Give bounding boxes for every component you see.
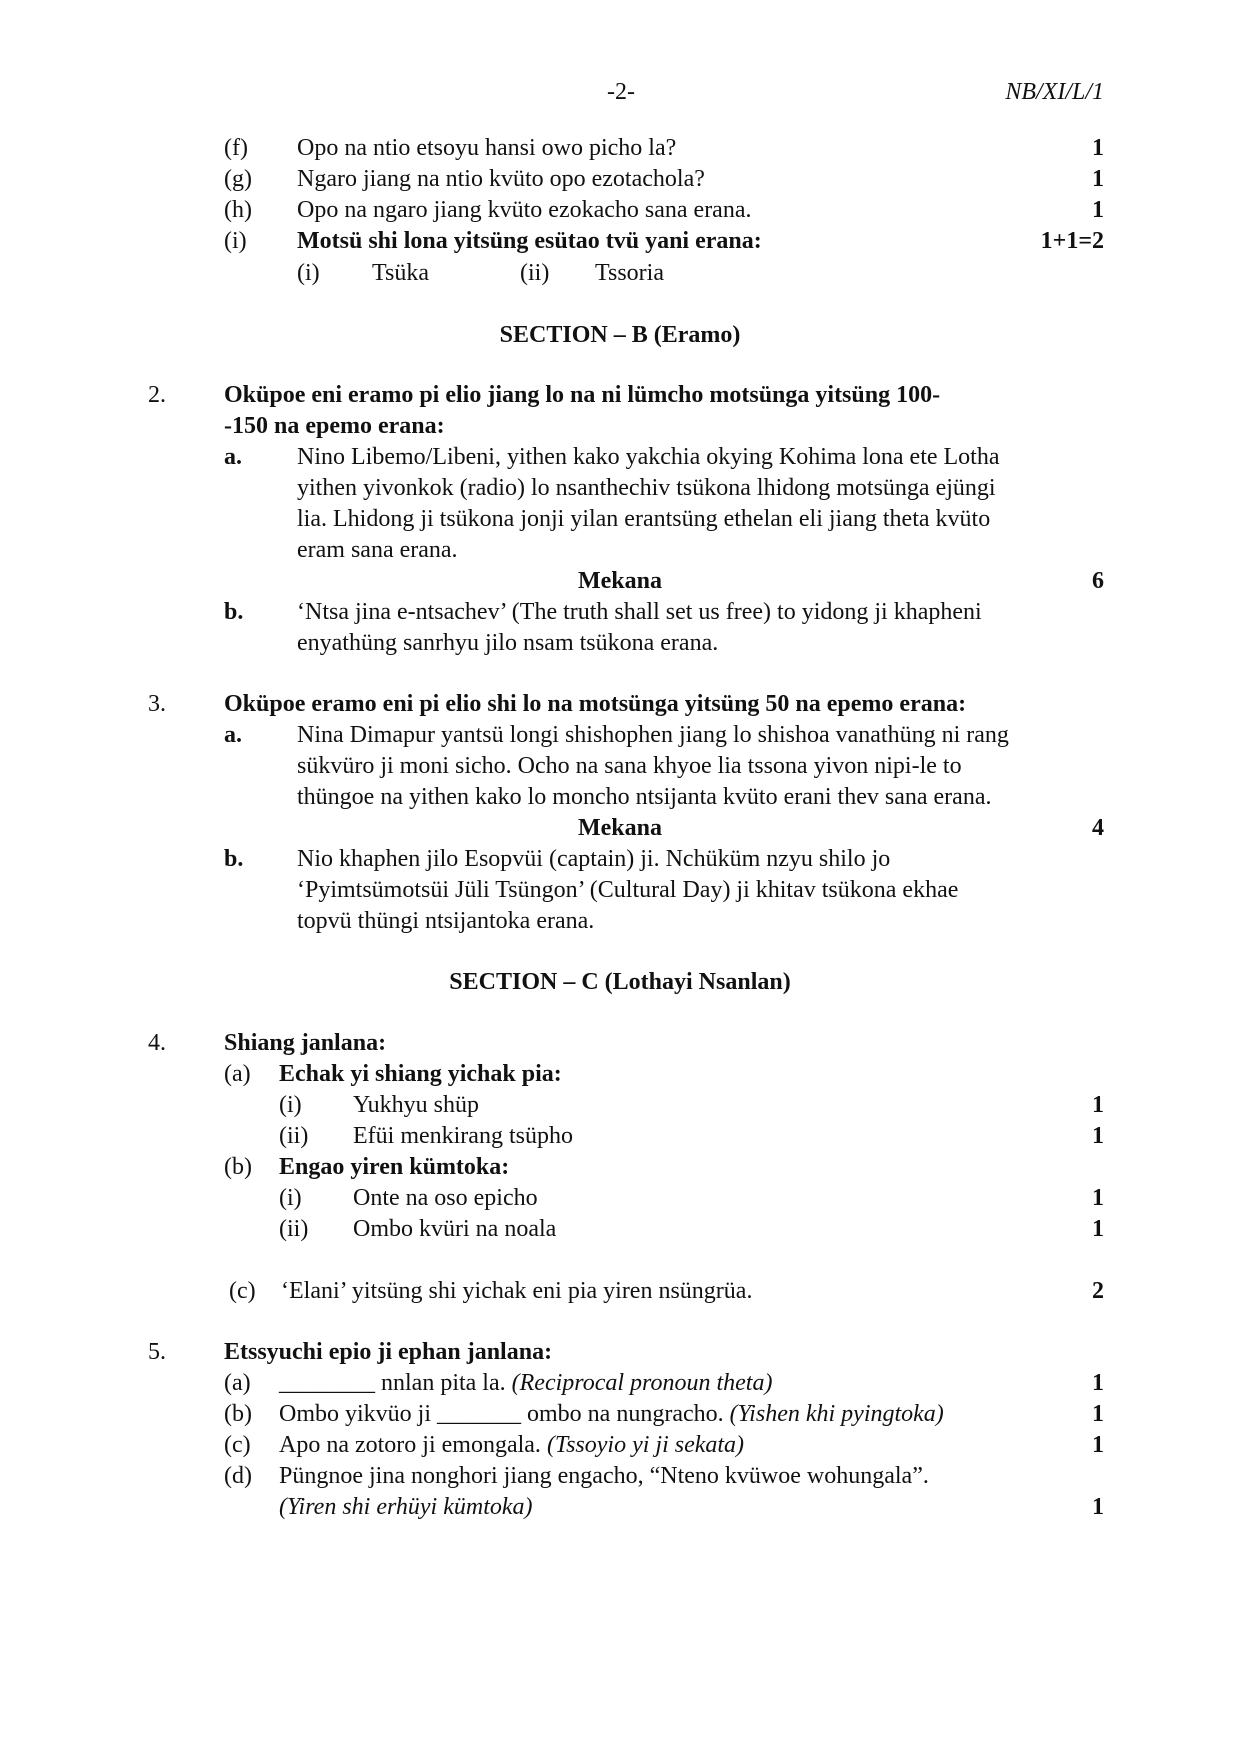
- q1f-marks: 1: [1092, 135, 1104, 161]
- q4a-title: Echak yi shiang yichak pia:: [279, 1061, 562, 1087]
- q1h-text: Opo na ngaro jiang kvüto ezokacho sana erana.: [297, 197, 752, 223]
- q1i-label: (i): [224, 228, 247, 254]
- q1g-marks: 1: [1092, 166, 1104, 192]
- q1i-sub2-text: Tssoria: [595, 260, 664, 286]
- q5c-marks: 1: [1092, 1432, 1104, 1458]
- q5b-hint: (Yishen khi pyingtoka): [729, 1401, 944, 1427]
- q5-title: Etssyuchi epio ji ephan janlana:: [224, 1339, 553, 1365]
- q4c-marks: 2: [1092, 1278, 1104, 1304]
- q4c-label: (c): [229, 1278, 256, 1304]
- q3-marks: 4: [1092, 815, 1104, 841]
- q2-marks: 6: [1092, 568, 1104, 594]
- q2-instruction-line1: Oküpoe eni eramo pi elio jiang lo na ni lümcho motsünga yitsüng 100-: [224, 382, 941, 408]
- q4b2-text: Ombo kvüri na noala: [353, 1216, 557, 1242]
- q3b-label: b.: [224, 846, 244, 872]
- q1i-sub1-label: (i): [297, 260, 320, 286]
- q3b-line: topvü thüngi ntsijantoka erana.: [297, 908, 595, 934]
- q4a-label: (a): [224, 1061, 251, 1087]
- q4-number: 4.: [148, 1030, 166, 1056]
- q1h-marks: 1: [1092, 197, 1104, 223]
- q2a-line: eram sana erana.: [297, 537, 458, 563]
- q5b-label: (b): [224, 1401, 252, 1427]
- q3a-line: thüngoe na yithen kako lo moncho ntsijanta kvüto erani thev sana erana.: [297, 784, 992, 810]
- section-b-heading: SECTION – B (Eramo): [499, 322, 741, 348]
- q2-instruction-line2: -150 na epemo erana:: [224, 413, 445, 439]
- q1g-label: (g): [224, 166, 252, 192]
- q3a-label: a.: [224, 722, 242, 748]
- q3a-line: Nina Dimapur yantsü longi shishophen jiang lo shishoa vanathüng ni rang: [297, 722, 1009, 748]
- q4b1-marks: 1: [1092, 1185, 1104, 1211]
- q2a-line: lia. Lhidong ji tsükona jonji yilan erantsüng ethelan eli jiang theta kvüto: [297, 506, 991, 532]
- q5d-hint: (Yiren shi erhüyi kümtoka): [279, 1494, 533, 1520]
- q4b-title: Engao yiren kümtoka:: [279, 1154, 510, 1180]
- q3a-line: sükvüro ji moni sicho. Ocho na sana khyoe lia tssona yivon nipi-le to: [297, 753, 962, 779]
- q4b2-marks: 1: [1092, 1216, 1104, 1242]
- section-c-heading: SECTION – C (Lothayi Nsanlan): [449, 969, 791, 995]
- q2a-label: a.: [224, 444, 242, 470]
- q5b-item: [279, 1399, 944, 1430]
- paper-code: NB/XI/L/1: [1005, 79, 1104, 105]
- q2b-label: b.: [224, 599, 244, 625]
- q1f-text: Opo na ntio etsoyu hansi owo picho la?: [297, 135, 677, 161]
- q4-title: Shiang janlana:: [224, 1030, 387, 1056]
- q5d-text: Püngnoe jina nonghori jiang engacho, “Nteno kvüwoe wohungala”.: [279, 1463, 929, 1489]
- q3b-line: ‘Pyimtsümotsüi Jüli Tsüngon’ (Cultural Day) ji khitav tsükona ekhae: [297, 877, 959, 903]
- q5a-item: [279, 1368, 772, 1399]
- q5a-hint: (Reciprocal pronoun theta): [511, 1370, 773, 1396]
- q4a2-text: Efüi menkirang tsüpho: [353, 1123, 573, 1149]
- q1i-sub1-text: Tsüka: [372, 260, 429, 286]
- q2b-line: enyathüng sanrhyu jilo nsam tsükona erana.: [297, 630, 719, 656]
- q1h-label: (h): [224, 197, 252, 223]
- q4a1-text: Yukhyu shüp: [353, 1092, 480, 1118]
- q5c-hint: (Tssoyio yi ji sekata): [546, 1432, 745, 1458]
- q5b-text: Ombo yikvüo ji _______ ombo na nungracho.: [279, 1401, 730, 1427]
- q5d-marks: 1: [1092, 1494, 1104, 1520]
- q1f-label: (f): [224, 135, 248, 161]
- q4b2-label: (ii): [279, 1216, 309, 1242]
- q4b-label: (b): [224, 1154, 252, 1180]
- q5a-marks: 1: [1092, 1370, 1104, 1396]
- q5-number: 5.: [148, 1339, 166, 1365]
- q2-number: 2.: [148, 382, 166, 408]
- q4a1-marks: 1: [1092, 1092, 1104, 1118]
- q5a-text: ________ nnlan pita la.: [279, 1370, 512, 1396]
- q2-mekana: Mekana: [578, 568, 662, 594]
- q4a2-marks: 1: [1092, 1123, 1104, 1149]
- q5c-label: (c): [224, 1432, 251, 1458]
- q2a-line: Nino Libemo/Libeni, yithen kako yakchia okying Kohima lona ete Lotha: [297, 444, 1000, 470]
- q4a1-label: (i): [279, 1092, 302, 1118]
- q4b1-text: Onte na oso epicho: [353, 1185, 538, 1211]
- q1i-marks: 1+1=2: [1040, 228, 1104, 254]
- q3-number: 3.: [148, 691, 166, 717]
- q2a-line: yithen yivonkok (radio) lo nsanthechiv tsükona lhidong motsünga ejüngi: [297, 475, 996, 501]
- q4a2-label: (ii): [279, 1123, 309, 1149]
- page-number: -2-: [607, 79, 635, 105]
- q5b-marks: 1: [1092, 1401, 1104, 1427]
- q5c-text: Apo na zotoro ji emongala.: [279, 1432, 547, 1458]
- q3-mekana: Mekana: [578, 815, 662, 841]
- q3-instruction: Oküpoe eramo eni pi elio shi lo na motsünga yitsüng 50 na epemo erana:: [224, 691, 967, 717]
- q4b1-label: (i): [279, 1185, 302, 1211]
- q1i-sub2-label: (ii): [520, 260, 550, 286]
- q2b-line: ‘Ntsa jina e-ntsachev’ (The truth shall set us free) to yidong ji khapheni: [297, 599, 982, 625]
- q1g-text: Ngaro jiang na ntio kvüto opo ezotachola?: [297, 166, 705, 192]
- q5c-item: [279, 1430, 744, 1461]
- q1i-text: Motsü shi lona yitsüng esütao tvü yani erana:: [297, 228, 762, 254]
- q5a-label: (a): [224, 1370, 251, 1396]
- q3b-line: Nio khaphen jilo Esopvüi (captain) ji. Nchüküm nzyu shilo jo: [297, 846, 891, 872]
- q5d-label: (d): [224, 1463, 252, 1489]
- q4c-text: ‘Elani’ yitsüng shi yichak eni pia yiren nsüngrüa.: [281, 1278, 753, 1304]
